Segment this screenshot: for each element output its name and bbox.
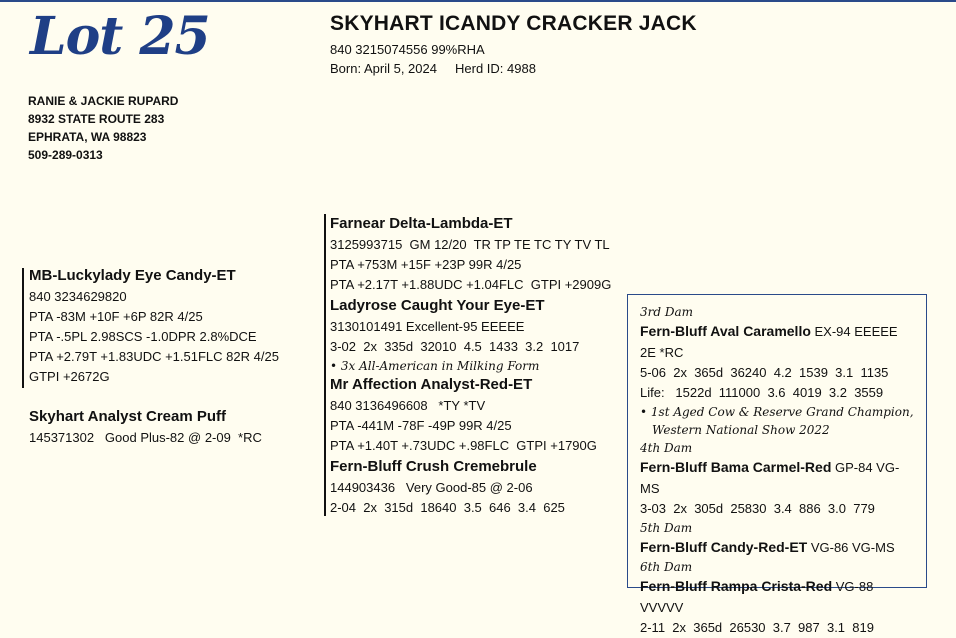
animal-birth: Born: April 5, 2024 Herd ID: 4988 <box>330 61 536 76</box>
fifth-dam-classification: VG-86 VG-MS <box>807 540 895 555</box>
sire-sire-line: 3125993715 GM 12/20 TR TP TE TC TY TV TL <box>330 237 610 252</box>
sire-name: MB-Luckylady Eye Candy-ET <box>29 267 236 284</box>
bullet-icon: • <box>330 359 341 373</box>
sixth-dam-label: 6th Dam <box>640 560 693 574</box>
dam-dam-block <box>330 456 565 518</box>
dam-dam-name: Fern-Bluff Crush Cremebrule <box>330 458 537 475</box>
fourth-dam-label: 4th Dam <box>640 441 693 455</box>
fourth-dam-classification: GP-84 VG-MS <box>640 460 900 496</box>
fourth-dam-name <box>640 457 914 499</box>
dam-sire-line: PTA -441M -78F -49P 99R 4/25 <box>330 418 512 433</box>
sire-dam-line: 3-02 2x 335d 32010 4.5 1433 3.2 1017 <box>330 339 580 354</box>
owner-phone: 509-289-0313 <box>28 148 103 162</box>
sixth-dam-name-text: Fern-Bluff Rampa Crista-Red <box>640 578 833 594</box>
third-dam-name <box>640 321 914 363</box>
dam-sire-line: PTA +1.40T +.73UDC +.98FLC GTPI +1790G <box>330 438 597 453</box>
fifth-dam-label: 5th Dam <box>640 521 693 535</box>
sire-dam-note-text: 3x All-American in Milking Form <box>340 359 540 373</box>
dam-dam-line: 144903436 Very Good-85 @ 2-06 <box>330 480 533 495</box>
sire-sire-bracket <box>324 214 326 374</box>
sire-line: PTA -83M +10F +6P 82R 4/25 <box>29 309 203 324</box>
bullet-icon: • <box>640 405 651 419</box>
sire-dam-block <box>330 295 579 375</box>
owner-city: EPHRATA, WA 98823 <box>28 130 147 144</box>
third-dam-record: 5-06 2x 365d 36240 4.2 1539 3.1 1135 <box>640 365 889 380</box>
sire-line: GTPI +2672G <box>29 369 110 384</box>
top-rule <box>0 0 956 2</box>
third-dam-name-text: Fern-Bluff Aval Caramello <box>640 323 811 339</box>
dam-dam-line: 2-04 2x 315d 18640 3.5 646 3.4 625 <box>330 500 565 515</box>
fourth-dam-record: 3-03 2x 305d 25830 3.4 886 3.0 779 <box>640 501 875 516</box>
sixth-dam-record: 2-11 2x 365d 26530 3.7 987 3.1 819 <box>640 620 874 635</box>
third-dam-lifetime: Life: 1522d 111000 3.6 4019 3.2 3559 <box>640 385 884 400</box>
third-dam-note-line: 1st Aged Cow & Reserve Grand Champion, <box>650 405 914 419</box>
sire-sire-block <box>330 213 611 295</box>
sire-block <box>29 265 279 387</box>
third-dam-note-line: Western National Show 2022 <box>652 423 830 437</box>
sixth-dam-classification: VG-88 VVVVV <box>640 579 874 615</box>
dam-sire-line: 840 3136496608 *TY *TV <box>330 398 486 413</box>
dam-line: 145371302 Good Plus-82 @ 2-09 *RC <box>29 430 262 445</box>
fourth-dam-name-text: Fern-Bluff Bama Carmel-Red <box>640 459 832 475</box>
fifth-dam-name-text: Fern-Bluff Candy-Red-ET <box>640 539 808 555</box>
owner-block <box>28 92 178 164</box>
sire-dam-note <box>330 357 579 375</box>
owner-address: 8932 STATE ROUTE 283 <box>28 112 165 126</box>
third-dam-note <box>640 403 914 421</box>
dam-block <box>29 406 262 448</box>
sire-line: PTA -.5PL 2.98SCS -1.0DPR 2.8%DCE <box>29 329 257 344</box>
dam-sire-bracket <box>324 374 326 516</box>
sire-dam-line: 3130101491 Excellent-95 EEEEE <box>330 319 525 334</box>
third-dam-label: 3rd Dam <box>640 305 694 319</box>
dam-lineage-box <box>627 294 927 635</box>
third-dam-classification: EX-94 EEEEE 2E *RC <box>640 324 898 360</box>
sire-dam-name: Ladyrose Caught Your Eye-ET <box>330 297 545 314</box>
sire-line: PTA +2.79T +1.83UDC +1.51FLC 82R 4/25 <box>29 349 279 364</box>
sire-sire-line: PTA +2.17T +1.88UDC +1.04FLC GTPI +2909G <box>330 277 612 292</box>
dam-sire-block <box>330 374 597 456</box>
sire-sire-line: PTA +753M +15F +23P 99R 4/25 <box>330 257 522 272</box>
dam-sire-name: Mr Affection Analyst-Red-ET <box>330 376 533 393</box>
sixth-dam-name <box>640 576 914 618</box>
fifth-dam-name <box>640 537 914 558</box>
animal-name: SKYHART ICANDY CRACKER JACK <box>330 12 697 35</box>
animal-info <box>330 40 536 78</box>
animal-registration: 840 3215074556 99%RHA <box>330 42 485 57</box>
sire-line: 840 3234629820 <box>29 289 127 304</box>
lot-number: Lot 25 <box>30 6 210 67</box>
sire-bracket <box>22 268 24 388</box>
sire-sire-name: Farnear Delta-Lambda-ET <box>330 215 513 232</box>
dam-name: Skyhart Analyst Cream Puff <box>29 408 227 425</box>
owner-name: RANIE & JACKIE RUPARD <box>28 94 179 108</box>
